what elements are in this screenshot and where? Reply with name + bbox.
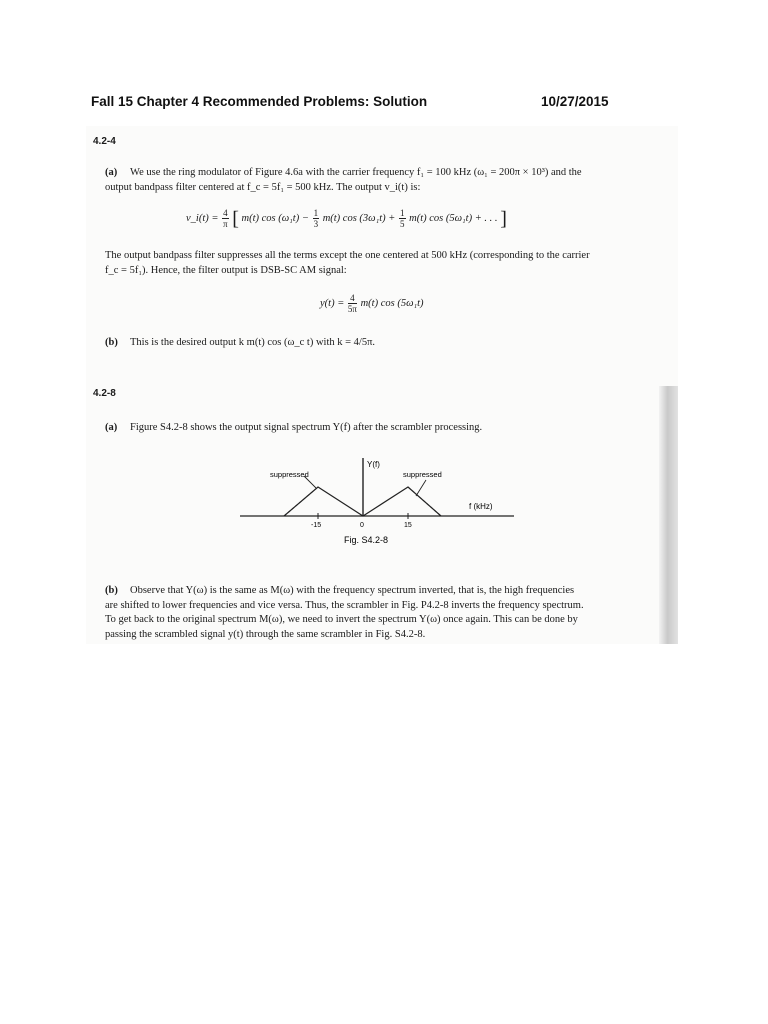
problem-number: 4.2-4	[93, 136, 116, 147]
paragraph-line: The output bandpass filter suppresses all the terms except the one centered at 500 kHz (corresponding to the carrier	[105, 250, 590, 261]
right-bracket: ]	[500, 207, 507, 230]
x-axis-label: f (kHz)	[469, 502, 493, 511]
spectrum-figure	[236, 455, 526, 555]
figure-caption: Fig. S4.2-8	[344, 535, 389, 545]
part-b-label: (b)	[105, 337, 118, 348]
y-axis-label: Y(f)	[367, 460, 380, 469]
equation-term: m(t) cos (5ω₁t) + . . .	[409, 212, 498, 224]
paragraph-line: Figure S4.2-8 shows the output signal spectrum Y(f) after the scrambler processing.	[130, 422, 483, 433]
paragraph-line: are shifted to lower frequencies and vice versa. Thus, the scrambler in Fig. P4.2-8 inverts the frequency spectrum.	[105, 600, 584, 611]
paragraph-line: f_c = 5f₁). Hence, the filter output is DSB-SC AM signal:	[105, 265, 347, 276]
tick-label: 15	[404, 522, 412, 529]
scan-page-edge	[659, 386, 678, 644]
equation-term: m(t) cos (ω₁t) −	[241, 212, 309, 224]
fraction-numerator: 1	[400, 208, 405, 218]
paragraph-line: output bandpass filter centered at f_c = 5f₁ = 500 kHz. The output v_i(t) is:	[105, 182, 421, 193]
suppressed-right-dashed	[408, 487, 441, 516]
tick-label: -15	[311, 522, 322, 529]
equation-rhs: m(t) cos (5ω₁t)	[360, 297, 424, 309]
arrow-right	[416, 480, 426, 496]
part-a-label: (a)	[105, 167, 118, 178]
part-a-label: (a)	[105, 422, 118, 433]
left-bracket: [	[232, 207, 239, 230]
equation-lhs: y(t) =	[320, 297, 345, 309]
suppressed-label-right: suppressed	[403, 470, 442, 479]
fraction-numerator: 4	[223, 208, 228, 218]
tick-label: 0	[360, 522, 364, 529]
equation-term: m(t) cos (3ω₁t) +	[322, 212, 396, 224]
fraction	[222, 208, 229, 229]
equation-lhs: v_i(t) =	[186, 212, 219, 224]
document-title: Fall 15 Chapter 4 Recommended Problems: Solution	[91, 94, 428, 109]
suppressed-left-dashed	[284, 487, 318, 516]
fraction-denominator: 5	[400, 219, 405, 229]
paragraph-line: To get back to the original spectrum M(ω), we need to invert the spectrum Y(ω) once again. This can be done by	[105, 614, 578, 625]
paragraph-line: This is the desired output k m(t) cos (ω_c t) with k = 4/5π.	[130, 337, 376, 348]
fraction-numerator: 1	[313, 208, 319, 218]
fraction	[348, 293, 357, 314]
equation-vi	[186, 208, 507, 229]
suppressed-label-left: suppressed	[270, 470, 309, 479]
equation-y	[320, 293, 424, 314]
paragraph-line: Observe that Y(ω) is the same as M(ω) with the frequency spectrum inverted, that is, the high frequencies	[130, 585, 575, 596]
part-b-label: (b)	[105, 585, 118, 596]
paragraph-line: We use the ring modulator of Figure 4.6a with the carrier frequency f₁ = 100 kHz (ω₁ = 200π × 10³) and the	[130, 167, 582, 178]
fraction-denominator: π	[223, 219, 228, 229]
document-date: 10/27/2015	[541, 94, 609, 109]
fraction	[399, 208, 406, 229]
fraction-denominator: 3	[313, 219, 319, 229]
paragraph-line: passing the scrambled signal y(t) through the same scrambler in Fig. S4.2-8.	[105, 629, 426, 640]
fraction-numerator: 4	[348, 293, 357, 304]
problem-number: 4.2-8	[93, 388, 116, 399]
scanned-page	[86, 126, 678, 644]
fraction-denominator: 5π	[347, 304, 357, 314]
fraction	[313, 208, 320, 229]
